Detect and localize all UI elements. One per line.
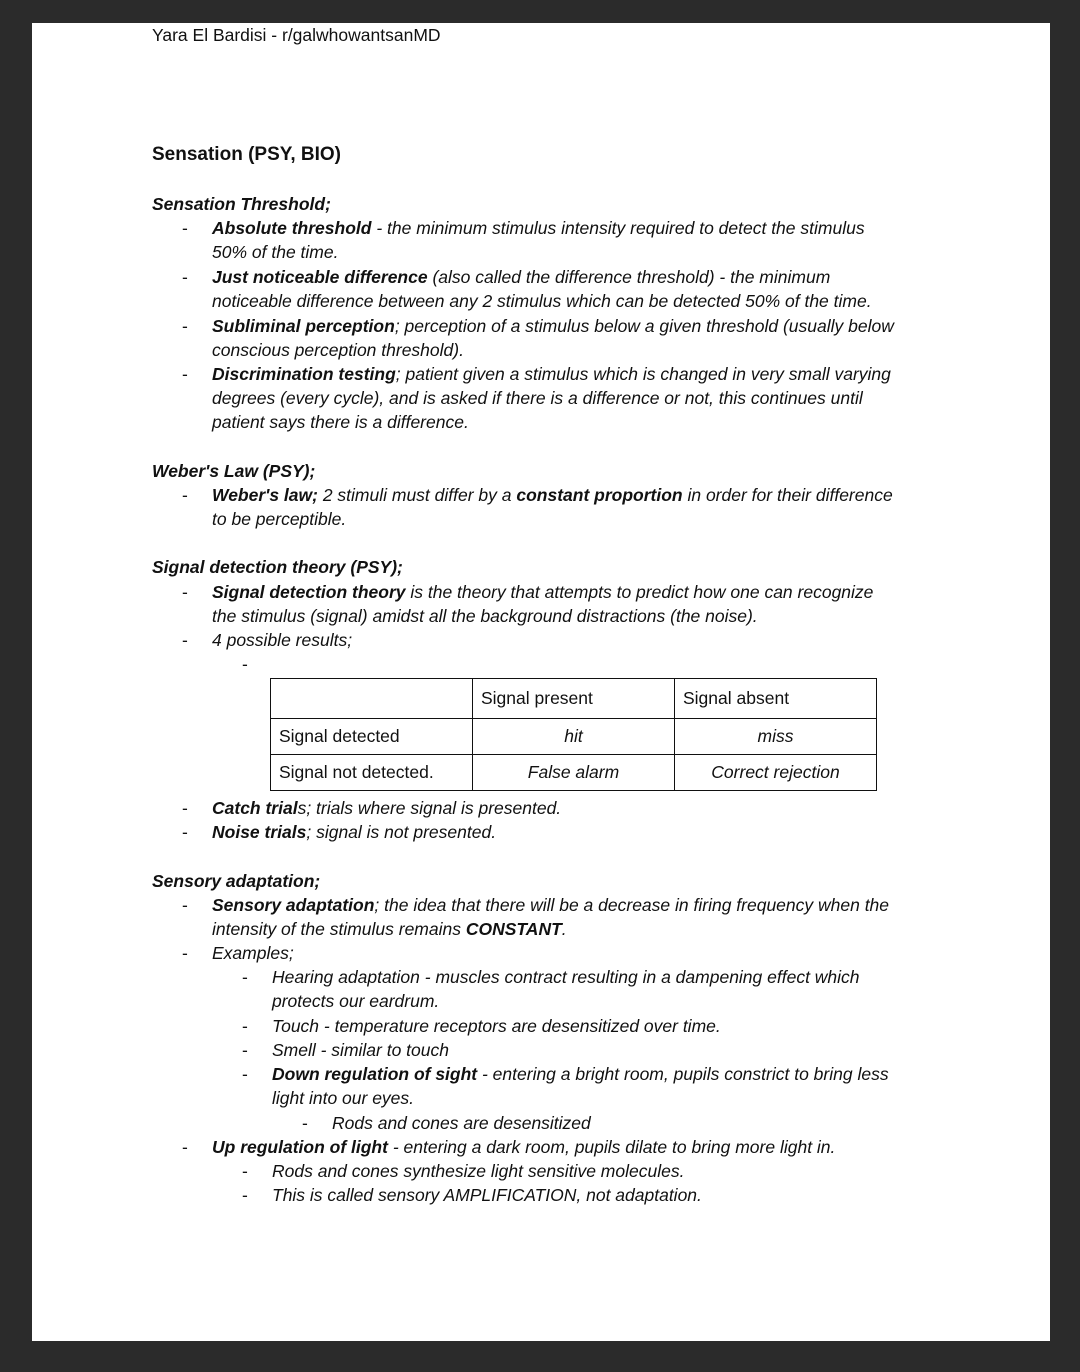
discrimination-line2: degrees (every cycle), and is asked if there is a difference or not, this continues until	[212, 388, 863, 408]
bullet-dash: -	[182, 895, 188, 915]
up-regulation-line: Up regulation of light - entering a dark room, pupils dilate to bring more light in.	[212, 1137, 836, 1157]
bullet-dash: -	[242, 1016, 248, 1036]
table-cell: False alarm	[473, 755, 675, 791]
bullet-dash: -	[182, 798, 188, 818]
hearing-line1: Hearing adaptation - muscles contract resulting in a dampening effect which	[272, 967, 860, 987]
table-cell-empty	[271, 679, 473, 719]
adaptation-line2: intensity of the stimulus remains CONSTANT.	[212, 919, 567, 939]
weber-line1: Weber's law; 2 stimuli must differ by a constant proportion in order for their difference	[212, 485, 893, 505]
bullet-dash: -	[182, 316, 188, 336]
bullet-dash: -	[242, 1040, 248, 1060]
table-row	[271, 719, 877, 755]
bullet-dash: -	[242, 1185, 248, 1205]
table-header-cell: Signal absent	[675, 679, 877, 719]
smell-item: Smell - similar to touch	[272, 1040, 449, 1060]
bullet-dash: -	[182, 364, 188, 384]
page-header: Yara El Bardisi - r/galwhowantsanMD	[152, 25, 441, 45]
examples-label: Examples;	[212, 943, 294, 963]
table-row	[271, 755, 877, 791]
down-regulation-line1: Down regulation of sight - entering a bright room, pupils constrict to bring less	[272, 1064, 889, 1084]
sdt-line1: Signal detection theory is the theory that attempts to predict how one can recognize	[212, 582, 874, 602]
touch-item: Touch - temperature receptors are desensitized over time.	[272, 1016, 721, 1036]
hearing-line2: protects our eardrum.	[272, 991, 440, 1011]
rods-desensitized: Rods and cones are desensitized	[332, 1113, 591, 1133]
discrimination-line1: Discrimination testing; patient given a stimulus which is changed in very small varying	[212, 364, 891, 384]
bullet-dash: -	[182, 582, 188, 602]
table-cell: miss	[675, 719, 877, 755]
bullet-dash: -	[182, 485, 188, 505]
table-cell: Correct rejection	[675, 755, 877, 791]
table-cell: hit	[473, 719, 675, 755]
subliminal-line1: Subliminal perception; perception of a stimulus below a given threshold (usually below	[212, 316, 894, 336]
noise-trials: Noise trials; signal is not presented.	[212, 822, 497, 842]
section-heading-threshold: Sensation Threshold;	[152, 194, 331, 214]
bullet-dash: -	[242, 654, 248, 674]
bullet-dash: -	[302, 1113, 308, 1133]
rods-synthesize: Rods and cones synthesize light sensitive molecules.	[272, 1161, 685, 1181]
table-row-header: Signal not detected.	[271, 755, 473, 791]
signal-detection-table	[270, 678, 877, 791]
bullet-dash: -	[242, 967, 248, 987]
bullet-dash: -	[182, 822, 188, 842]
section-heading-sdt: Signal detection theory (PSY);	[152, 557, 403, 577]
bullet-dash: -	[182, 218, 188, 238]
table-row	[271, 679, 877, 719]
sdt-line2: the stimulus (signal) amidst all the background distractions (the noise).	[212, 606, 758, 626]
bullet-dash: -	[182, 267, 188, 287]
page-title: Sensation (PSY, BIO)	[152, 144, 341, 165]
table-row-header: Signal detected	[271, 719, 473, 755]
amplification-note: This is called sensory AMPLIFICATION, not adaptation.	[272, 1185, 702, 1205]
sdt-results: 4 possible results;	[212, 630, 353, 650]
table-header-cell: Signal present	[473, 679, 675, 719]
document-page	[32, 23, 1050, 1341]
section-heading-adaptation: Sensory adaptation;	[152, 871, 321, 891]
jnd-line2: noticeable difference between any 2 stimulus which can be detected 50% of the time.	[212, 291, 872, 311]
bullet-dash: -	[182, 943, 188, 963]
adaptation-line1: Sensory adaptation; the idea that there will be a decrease in firing frequency when the	[212, 895, 890, 915]
down-regulation-line2: light into our eyes.	[272, 1088, 415, 1108]
bullet-dash: -	[242, 1064, 248, 1084]
bullet-dash: -	[242, 1161, 248, 1181]
section-heading-weber: Weber's Law (PSY);	[152, 461, 316, 481]
catch-trials: Catch trials; trials where signal is presented.	[212, 798, 562, 818]
bullet-dash: -	[182, 1137, 188, 1157]
jnd-line1: Just noticeable difference (also called the difference threshold) - the minimum	[212, 267, 831, 287]
weber-line2: to be perceptible.	[212, 509, 347, 529]
discrimination-line3: patient says there is a difference.	[212, 412, 469, 432]
absolute-threshold-line1: Absolute threshold - the minimum stimulus intensity required to detect the stimulus	[212, 218, 865, 238]
bullet-dash: -	[182, 630, 188, 650]
absolute-threshold-line2: 50% of the time.	[212, 242, 339, 262]
subliminal-line2: conscious perception threshold).	[212, 340, 464, 360]
